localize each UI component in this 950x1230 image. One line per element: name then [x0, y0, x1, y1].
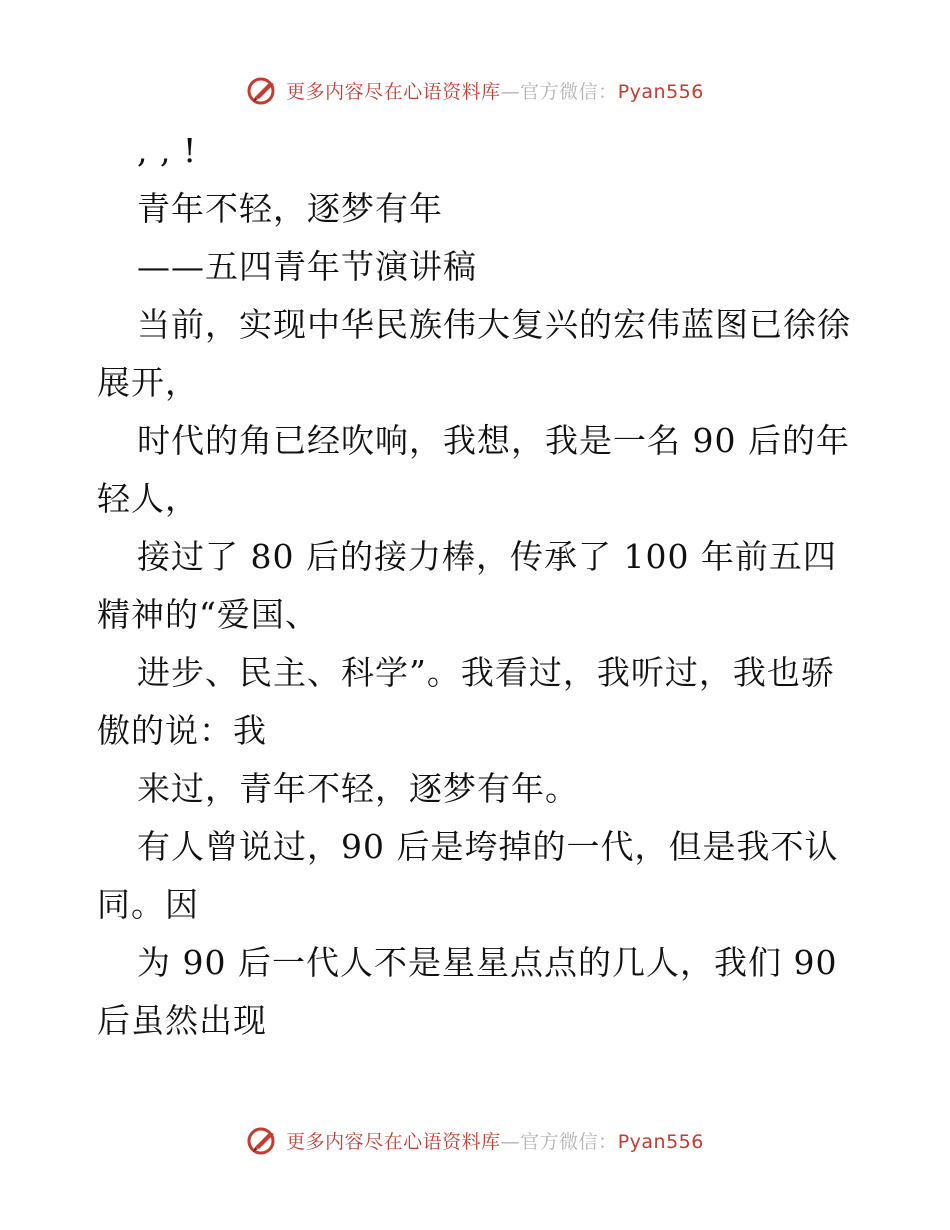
text-line: 为 90 后一代人不是星星点点的几人，我们 90 [137, 943, 838, 982]
text-line: 进步、民主、科学”。我看过，我听过，我也骄 [137, 653, 835, 692]
text-line: 轻人， [97, 479, 199, 518]
watermark-text [286, 1127, 704, 1154]
watermark-separator: — [500, 1130, 521, 1153]
text-line: 时代的角已经吹响，我想，我是一名 90 后的年 [137, 421, 850, 460]
watermark-separator: — [500, 80, 521, 103]
watermark-label: 官方微信： [520, 80, 618, 103]
watermark-text [286, 77, 704, 104]
speech-subtitle: ——五四青年节演讲稿 [137, 247, 477, 286]
text-line: 傲的说：我 [97, 711, 267, 750]
text-line: 后虽然出现 [97, 1001, 267, 1040]
pen-logo-icon [246, 75, 280, 105]
text-line: , , ! [137, 131, 198, 170]
watermark-id: Pyan556 [617, 80, 704, 103]
footer-watermark [0, 1122, 950, 1158]
watermark-id: Pyan556 [617, 1130, 704, 1153]
header-watermark [0, 72, 950, 108]
text-line: 精神的“爱国、 [97, 595, 319, 634]
watermark-brand: 更多内容尽在心语资料库 [286, 1130, 501, 1153]
text-line: 有人曾说过，90 后是垮掉的一代，但是我不认 [137, 827, 839, 866]
text-line: 来过，青年不轻，逐梦有年。 [137, 769, 579, 808]
document-body [97, 122, 857, 1050]
text-line: 接过了 80 后的接力棒，传承了 100 年前五四 [137, 537, 837, 576]
watermark-brand: 更多内容尽在心语资料库 [286, 80, 501, 103]
pen-logo-icon [246, 1125, 280, 1155]
text-line: 同。因 [97, 885, 199, 924]
watermark-label: 官方微信： [520, 1130, 618, 1153]
text-line: 当前，实现中华民族伟大复兴的宏伟蓝图已徐徐 [137, 305, 851, 344]
speech-title: 青年不轻，逐梦有年 [137, 189, 443, 228]
text-line: 展开， [97, 363, 199, 402]
